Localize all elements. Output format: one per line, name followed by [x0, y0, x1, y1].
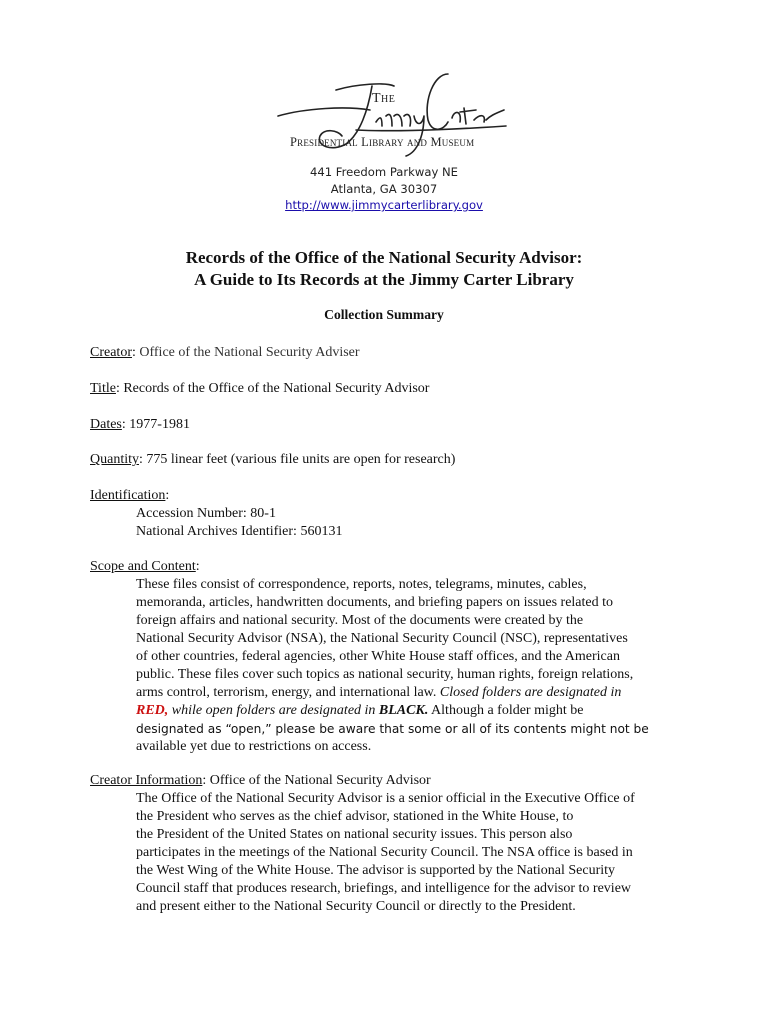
creator-value: Office of the National Security Adviser	[139, 345, 360, 360]
closed-folders-note: Closed folders are designated in	[439, 685, 622, 700]
scope-label: Scope and Content	[90, 559, 196, 574]
creator-label: Creator	[90, 345, 132, 360]
dates-label: Dates	[90, 417, 122, 432]
creator-info-text	[136, 790, 681, 916]
logo-subtitle: Presidential Library and Museum	[290, 135, 475, 149]
red-keyword: RED,	[136, 703, 169, 718]
black-keyword: BLACK.	[378, 703, 429, 718]
creator-field: Creator: Office of the National Security Adviser	[90, 345, 360, 360]
title-field: Title: Records of the Office of the National Security Advisor	[90, 381, 430, 396]
title-label: Title	[90, 381, 116, 396]
scope-line: of other countries, federal agencies, other White House staff offices, and the American	[136, 649, 620, 664]
library-url-link[interactable]: http://www.jimmycarterlibrary.gov	[285, 198, 483, 212]
open-folders-note: while open folders are designated in	[168, 703, 379, 718]
creator-info-line: the West Wing of the White House. The advisor is supported by the National Security	[136, 863, 616, 878]
creator-info-line: the President of the United States on national security issues. This person also	[136, 827, 573, 842]
scope-line	[136, 702, 681, 720]
creator-info-value: Office of the National Security Advisor	[209, 773, 431, 788]
creator-info-line: participates in the meetings of the National Security Council. The NSA office is based in	[136, 845, 633, 860]
scope-line: designated as “open,” please be aware that some or all of its contents might not be	[136, 722, 649, 736]
document-title	[0, 247, 768, 291]
identification-label: Identification	[90, 488, 166, 503]
identification-field: Identification:	[90, 488, 170, 503]
scope-line: public. These files cover such topics as national security, human rights, foreign relations,	[136, 667, 634, 682]
address-block	[0, 164, 768, 214]
title-line-1: Records of the Office of the National Security Advisor:	[185, 248, 583, 267]
scope-line: available yet due to restrictions on access.	[136, 739, 372, 754]
address-street: 441 Freedom Parkway NE	[309, 165, 459, 179]
quantity-field: Quantity: 775 linear feet (various file units are open for research)	[90, 452, 456, 467]
creator-info-label: Creator Information	[90, 773, 203, 788]
creator-info-line: and present either to the National Security Council or directly to the President.	[136, 899, 576, 914]
dates-value: 1977-1981	[129, 417, 190, 432]
scope-line: memoranda, articles, handwritten documents, and briefing papers on issues related to	[136, 595, 614, 610]
address-city: Atlanta, GA 30307	[330, 181, 438, 196]
creator-info-line: The Office of the National Security Advisor is a senior official in the Executive Office of	[136, 791, 635, 806]
quantity-label: Quantity	[90, 452, 139, 467]
quantity-value: 775 linear feet (various file units are open for research)	[146, 452, 456, 467]
scope-line-text: Although a folder might be	[428, 703, 584, 718]
scope-line: These files consist of correspondence, reports, notes, telegrams, minutes, cables,	[136, 577, 587, 592]
scope-line: National Security Advisor (NSA), the National Security Council (NSC), representatives	[136, 631, 628, 646]
accession-number: Accession Number: 80-1	[136, 506, 276, 521]
scope-line: foreign affairs and national security. Most of the documents were created by the	[136, 613, 584, 628]
scope-line	[136, 684, 681, 702]
creator-info-line: Council staff that produces research, briefings, and intelligence for the advisor to review	[136, 881, 632, 896]
dates-field: Dates: 1977-1981	[90, 417, 190, 432]
collection-summary-heading: Collection Summary	[324, 307, 444, 322]
creator-info-field: Creator Information: Office of the National Security Advisor	[90, 773, 431, 788]
scope-field: Scope and Content:	[90, 559, 200, 574]
title-line-2: A Guide to Its Records at the Jimmy Carter Library	[194, 270, 574, 289]
logo-the: The	[372, 91, 396, 106]
title-value: Records of the Office of the National Security Advisor	[123, 381, 430, 396]
identification-details	[136, 505, 681, 541]
scope-text	[136, 576, 681, 756]
archives-identifier: National Archives Identifier: 560131	[136, 524, 343, 539]
scope-line-text: arms control, terrorism, energy, and international law.	[136, 685, 440, 700]
creator-info-line: the President who serves as the chief advisor, stationed in the White House, to	[136, 809, 574, 824]
